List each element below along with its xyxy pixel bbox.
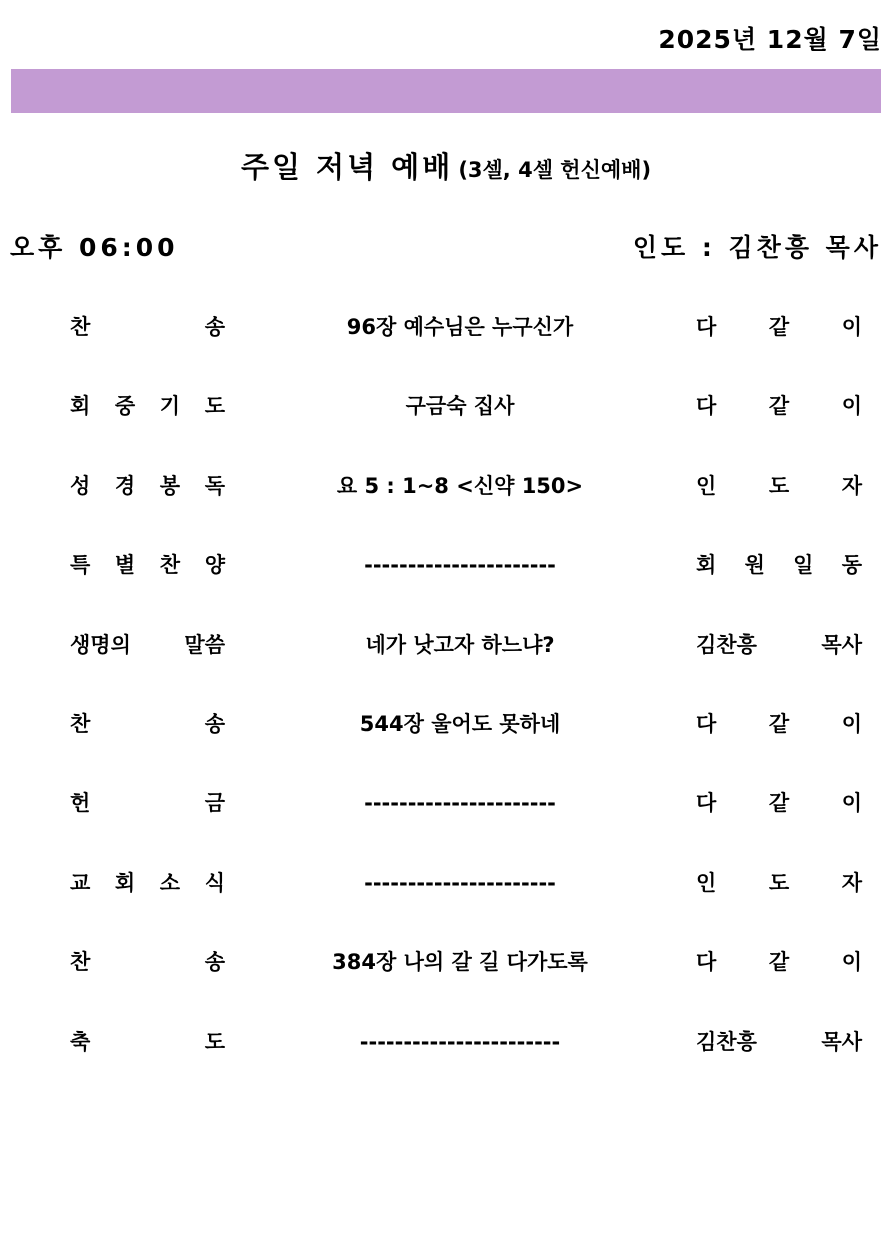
order-item-name: 찬 송 (70, 711, 225, 736)
service-title-sub: (3셀, 4셀 헌신예배) (458, 158, 652, 182)
order-item-person: 인 도 자 (696, 473, 862, 498)
order-item-content: 96장 예수님은 누구신가 (346, 315, 574, 339)
order-item-content: ---------------------- (364, 553, 556, 578)
order-row (0, 866, 892, 945)
order-item-name: 성 경 봉 독 (70, 473, 225, 498)
order-item-name: 축 도 (70, 1029, 225, 1054)
order-item-person: 김찬흥 목사 (696, 632, 862, 657)
order-item-content: 요 5 : 1~8 <신약 150> (336, 473, 584, 498)
service-date: 2025년 12월 7일 (658, 25, 882, 54)
order-item-content: ---------------------- (364, 791, 556, 816)
order-item-person: 다 같 이 (696, 791, 862, 816)
order-row (0, 786, 892, 865)
order-item-content: ----------------------- (359, 1029, 561, 1054)
service-leader: 인도 : 김찬흥 목사 (632, 233, 882, 262)
order-item-name: 생명의 말씀 (70, 632, 225, 657)
order-item-person: 다 같 이 (696, 950, 862, 975)
order-item-name: 헌 금 (70, 791, 225, 816)
order-item-name: 특 별 찬 양 (70, 553, 225, 578)
order-row (0, 469, 892, 548)
order-item-content: 구금숙 집사 (405, 394, 515, 419)
order-item-content: 384장 나의 갈 길 다가도록 (332, 950, 588, 975)
order-of-worship (0, 310, 892, 1104)
order-row (0, 389, 892, 468)
header-band (11, 69, 881, 113)
order-item-person: 다 같 이 (696, 711, 862, 736)
order-row (0, 1025, 892, 1104)
service-time: 오후 06:00 (10, 233, 179, 262)
order-item-name: 찬 송 (70, 950, 225, 975)
order-item-name: 교 회 소 식 (70, 870, 225, 895)
order-item-person: 인 도 자 (696, 870, 862, 895)
order-item-person: 김찬흥 목사 (696, 1029, 862, 1054)
order-item-name: 회 중 기 도 (70, 394, 225, 419)
order-row (0, 310, 892, 389)
order-item-person: 다 같 이 (696, 394, 862, 419)
order-row (0, 628, 892, 707)
order-item-person: 다 같 이 (696, 315, 862, 339)
order-item-name: 찬 송 (70, 315, 225, 339)
order-item-content: ---------------------- (364, 870, 556, 895)
order-row (0, 707, 892, 786)
order-item-content: 네가 낫고자 하느냐? (365, 632, 555, 657)
service-title (0, 145, 892, 186)
order-row (0, 945, 892, 1024)
order-row (0, 548, 892, 627)
service-title-main: 주일 저녁 예배 (240, 150, 454, 184)
order-item-content: 544장 울어도 못하네 (359, 711, 561, 736)
order-item-person: 회 원 일 동 (696, 553, 862, 578)
